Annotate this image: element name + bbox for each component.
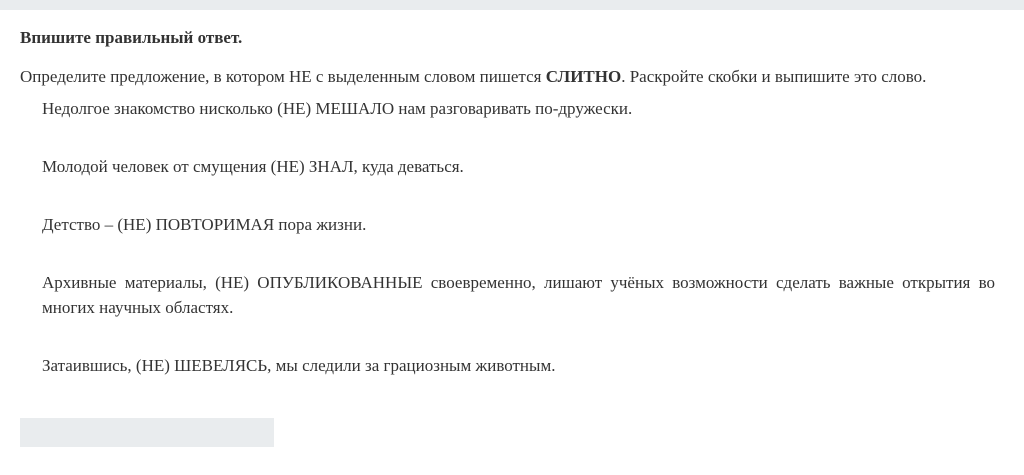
instruction-text-before: Определите предложение, в котором НЕ с выделенным словом пишется xyxy=(20,67,546,86)
sentence-list xyxy=(42,96,995,411)
sentence-2: Молодой человек от смущения (НЕ) ЗНАЛ, куда деваться. xyxy=(42,157,464,176)
top-strip xyxy=(0,0,1024,10)
task-title: Впишите правильный ответ. xyxy=(20,28,243,47)
sentence-5: Затаившись, (НЕ) ШЕВЕЛЯСЬ, мы следили за грациозным животным. xyxy=(42,356,556,375)
instruction-text-after: . Раскройте скобки и выпишите это слово. xyxy=(621,67,927,86)
task-instruction xyxy=(20,67,1010,87)
sentence-3: Детство – (НЕ) ПОВТОРИМАЯ пора жизни. xyxy=(42,215,367,234)
instruction-highlight: СЛИТНО xyxy=(545,67,622,86)
sentence-1: Недолгое знакомство нисколько (НЕ) МЕШАЛО нам разговаривать по-дружески. xyxy=(42,99,633,118)
sentence-4: Архивные материалы, (НЕ) ОПУБЛИКОВАННЫЕ своевременно, лишают учёных возможности сделать важные открытия во многих научных областях. xyxy=(42,273,995,317)
answer-input[interactable] xyxy=(20,418,274,447)
